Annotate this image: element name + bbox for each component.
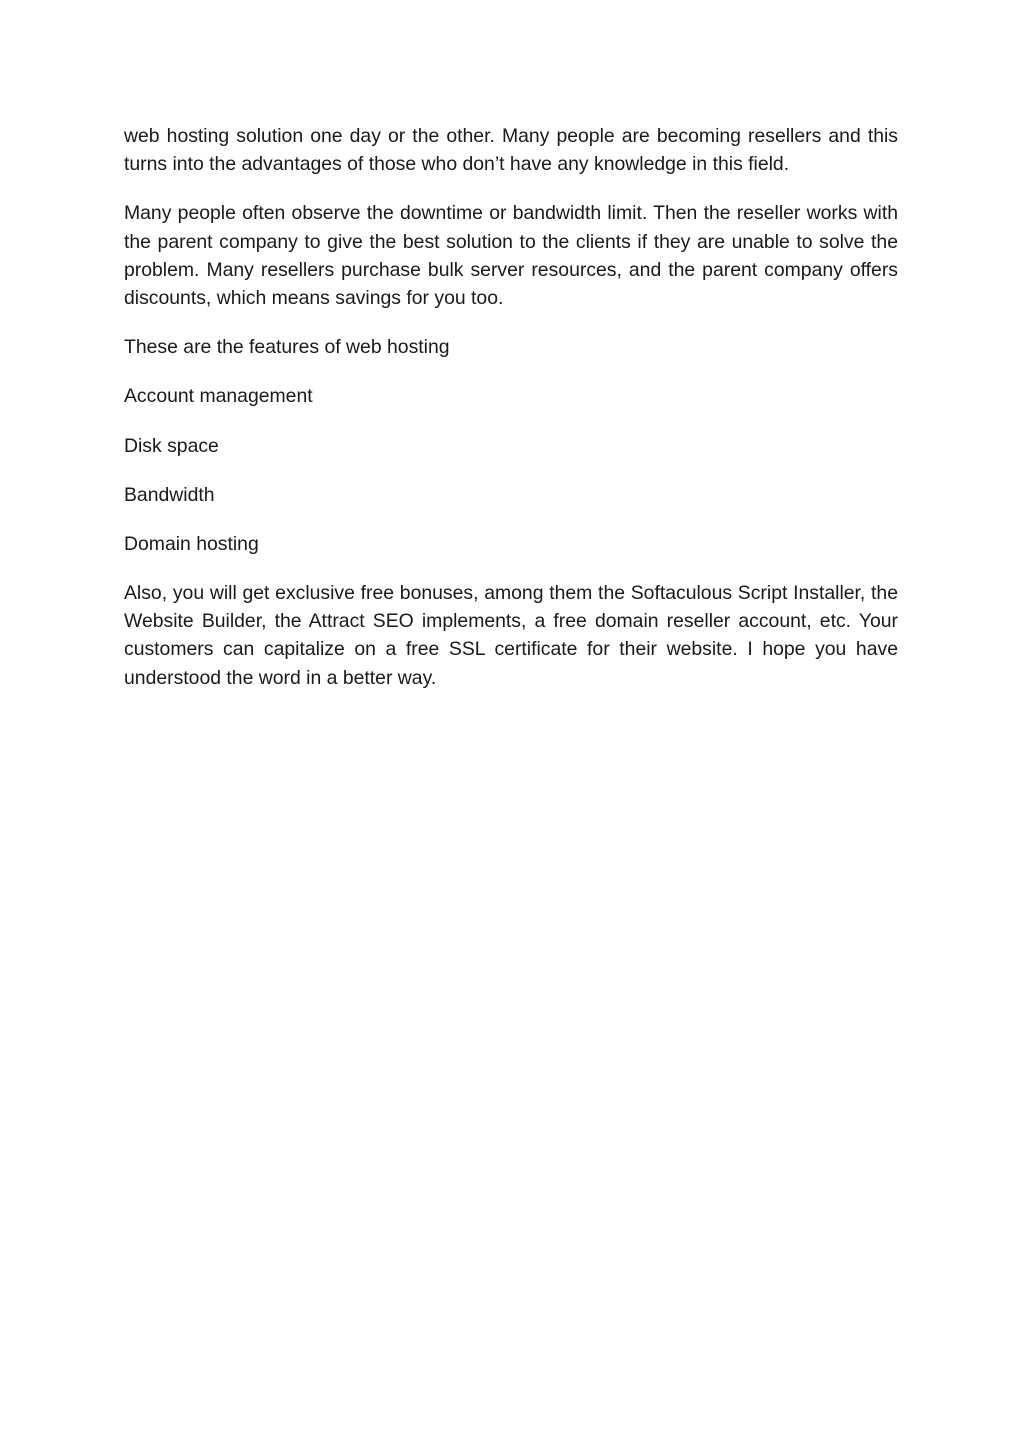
paragraph-features-heading: These are the features of web hosting bbox=[124, 336, 450, 359]
feature-item-account-management: Account management bbox=[124, 385, 313, 408]
feature-item-domain-hosting: Domain hosting bbox=[124, 532, 259, 555]
feature-item-disk-space: Disk space bbox=[124, 434, 219, 457]
paragraph-bonuses: Also, you will get exclusive free bonuses, among them the Softaculous Script Installer, the Website Builder, the Attract SEO implements, a free domain reseller account, etc. Your customers can capitalize on a free SSL certificate for their website. I hope you have understood the word in a better way. bbox=[124, 581, 898, 689]
document-body bbox=[124, 122, 898, 713]
feature-item-bandwidth: Bandwidth bbox=[124, 483, 215, 506]
paragraph-intro: web hosting solution one day or the other. Many people are becoming resellers and this turns into the advantages of those who don’t have any knowledge in this field. bbox=[124, 125, 898, 176]
paragraph-downtime: Many people often observe the downtime or bandwidth limit. Then the reseller works with the parent company to give the best solution to the clients if they are unable to solve the problem. Many resellers purchase bulk server resources, and the parent company offers discounts, which means savings for you too. bbox=[124, 202, 898, 310]
